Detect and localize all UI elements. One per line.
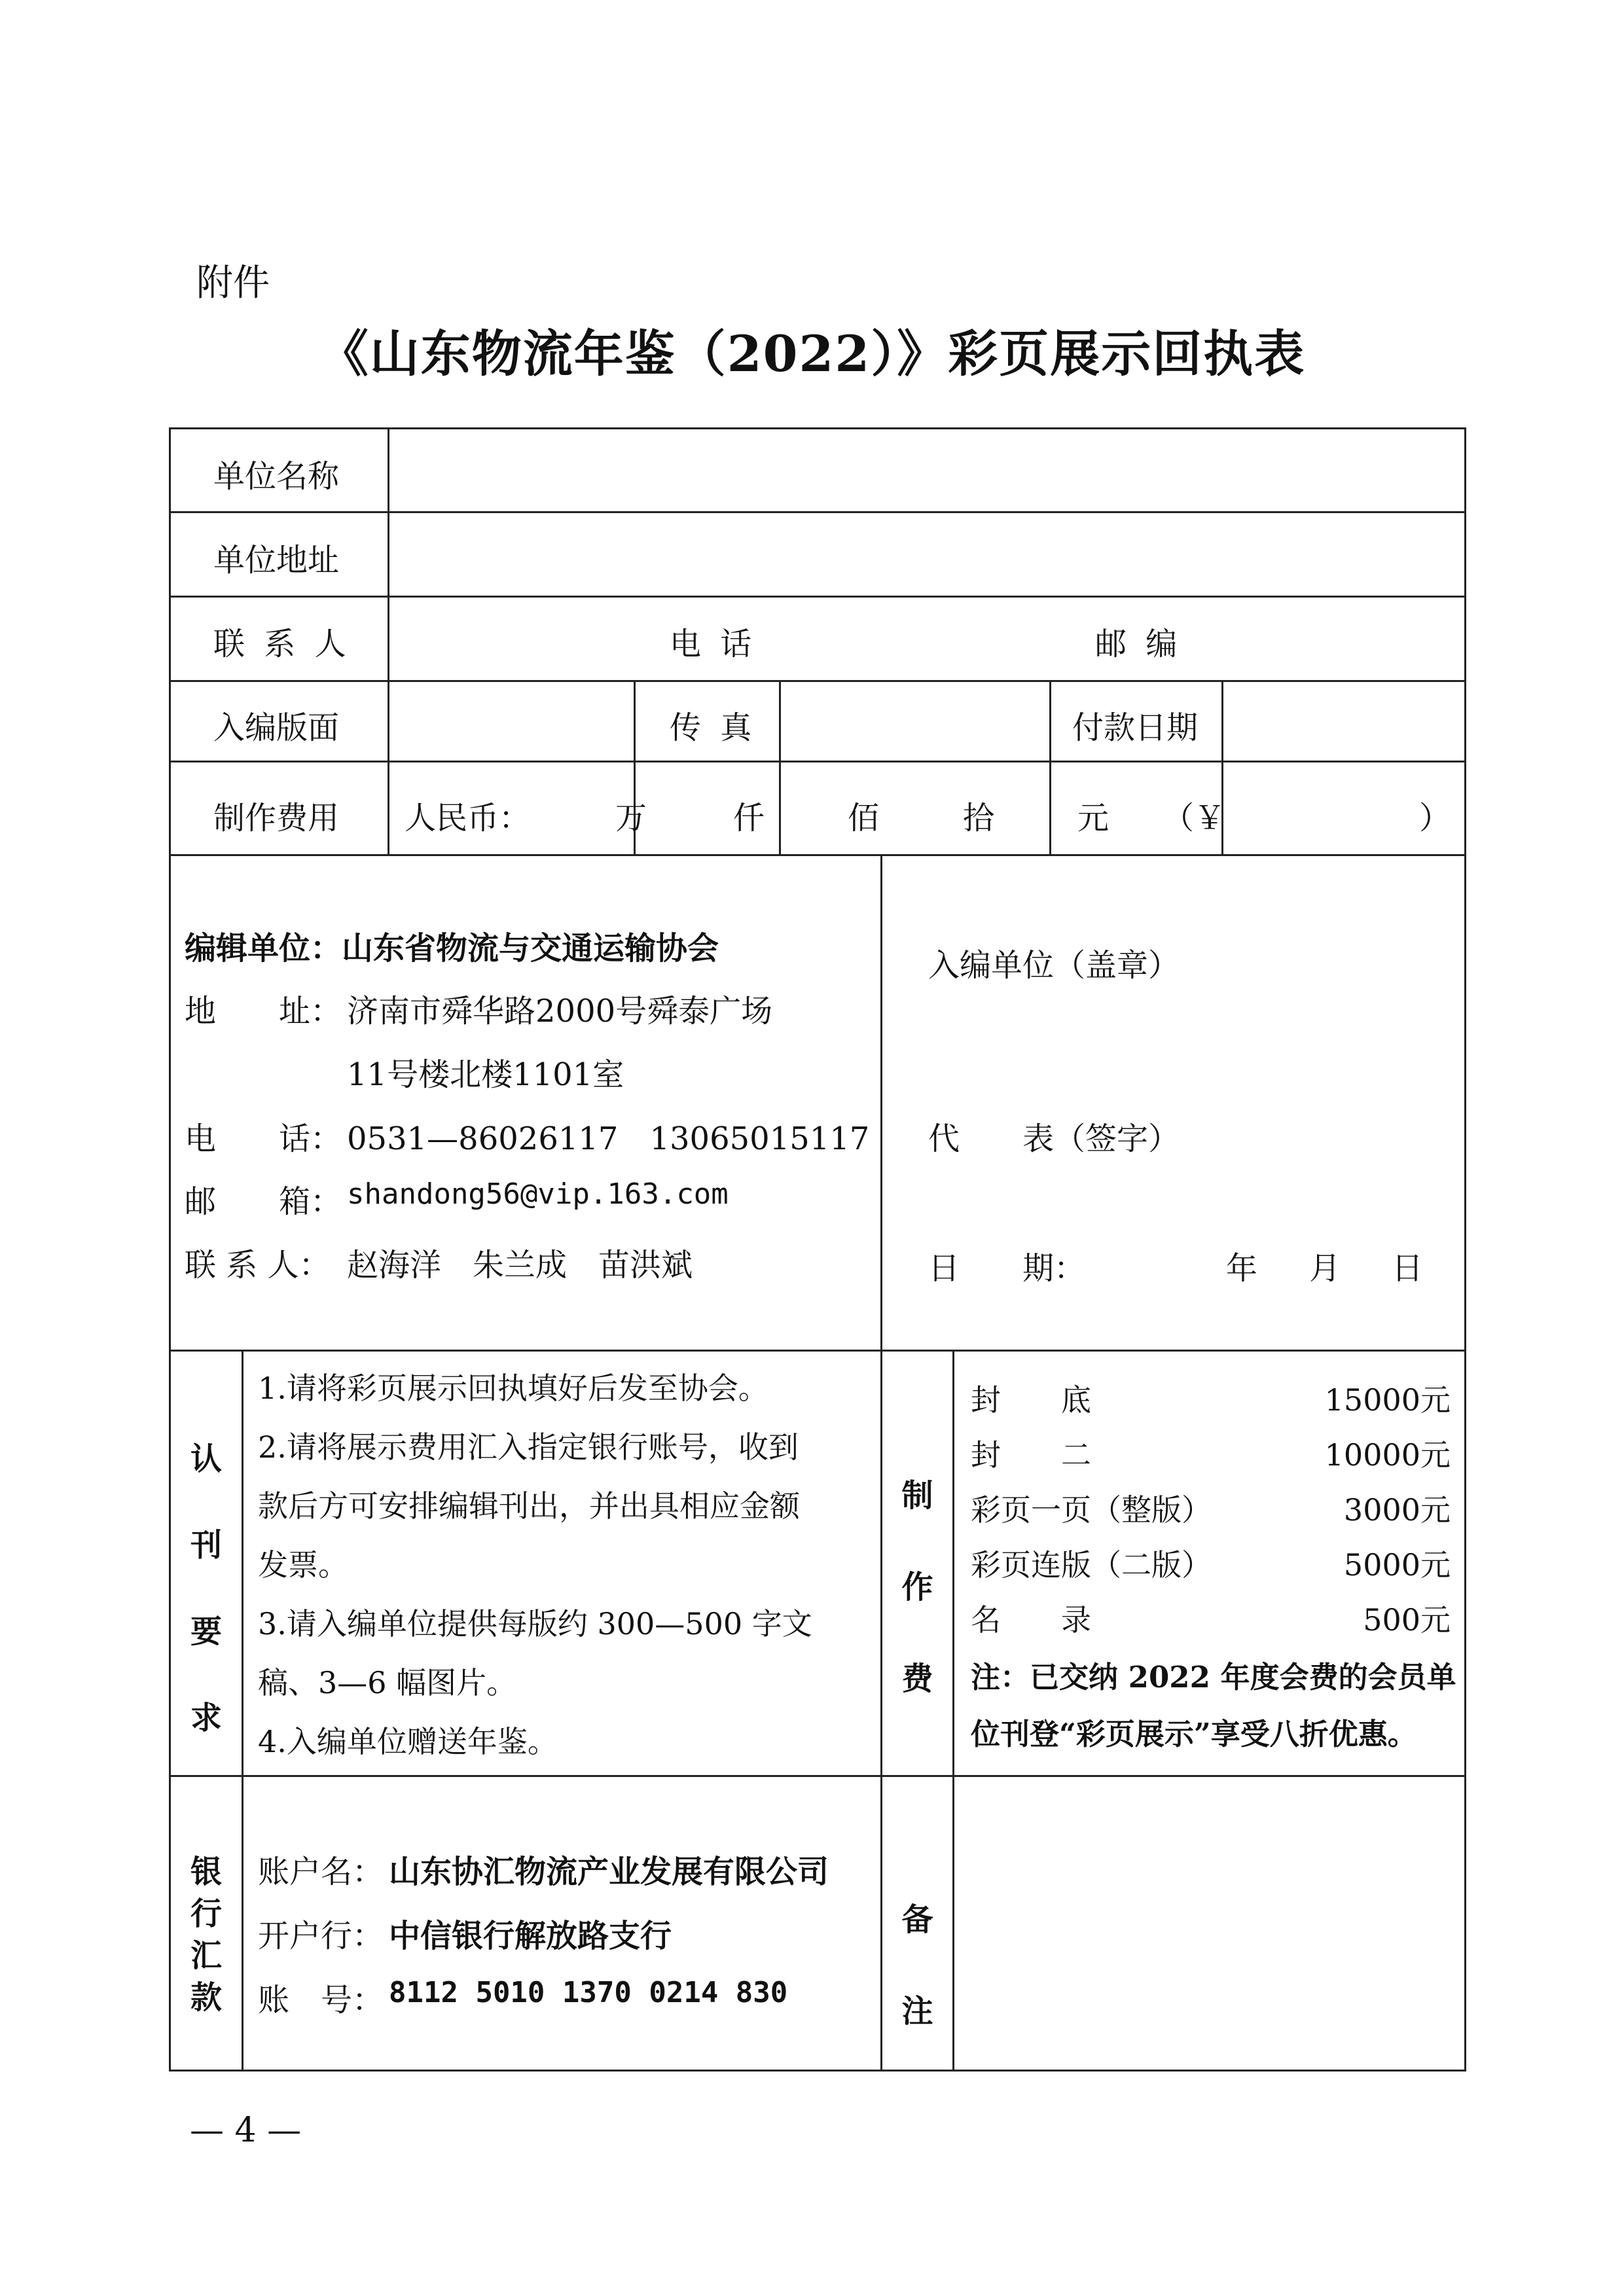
payment-date-field[interactable]	[1223, 682, 1464, 761]
yen-close-label: ）	[1419, 800, 1451, 836]
editor-contacts-value: 赵海洋 朱兰成 苗洪斌	[347, 1247, 693, 1283]
editor-email-label: 邮 箱：	[185, 1183, 342, 1220]
requirements-list	[258, 1359, 876, 1771]
yen-open-label: （￥	[1163, 800, 1226, 836]
contact-field[interactable]	[389, 598, 634, 680]
bank-label: 开户行：	[258, 1918, 384, 1954]
requirement-item: 4.入编单位赠送年鉴。	[258, 1724, 558, 1759]
year-label: 年	[1226, 1250, 1258, 1287]
production-fee-heading: 制 作 费	[901, 1477, 933, 1697]
rmb-label: 人民币：	[405, 800, 531, 836]
price-item-value: 3000元	[1343, 1492, 1451, 1528]
representative-label: 代 表（签字）	[928, 1121, 1180, 1157]
phone-field[interactable]	[781, 598, 1049, 680]
price-item-value: 5000元	[1343, 1547, 1451, 1583]
section-label: 入编版面	[213, 709, 340, 746]
editor-email-value: shandong56@vip.163.com	[347, 1177, 729, 1211]
price-item-name: 彩页连版（二版）	[971, 1547, 1212, 1583]
row-divider	[169, 1350, 1466, 1352]
editor-phone-label: 电 话：	[185, 1121, 342, 1157]
editor-address-line2: 11号楼北楼1101室	[347, 1056, 624, 1093]
col-divider	[242, 1350, 244, 2072]
contact-label: 联 系 人	[213, 626, 346, 662]
fax-field[interactable]	[781, 682, 1049, 761]
price-item-name: 封 底	[971, 1382, 1091, 1418]
stamp-label: 入编单位（盖章）	[928, 947, 1180, 984]
section-field[interactable]	[389, 682, 634, 761]
discount-note-line2: 位刊登“彩页展示”享受八折优惠。	[971, 1717, 1417, 1751]
phone-label: 电 话	[670, 626, 752, 662]
remarks-heading: 备 注	[901, 1901, 933, 2030]
fee-label: 制作费用	[213, 800, 340, 836]
price-item-name: 封 二	[971, 1437, 1091, 1473]
editor-address-line1: 济南市舜华路2000号舜泰广场	[347, 993, 773, 1030]
day-label: 日	[1392, 1250, 1424, 1287]
unit-address-label: 单位地址	[213, 542, 340, 579]
requirement-item: 款后方可安排编辑刊出，并出具相应金额	[258, 1488, 800, 1524]
payment-date-label: 付款日期	[1072, 709, 1199, 746]
requirements-heading: 认 刊 要 求	[190, 1441, 222, 1736]
row-divider	[169, 854, 1466, 856]
remarks-field[interactable]	[954, 1777, 1464, 2070]
bank-value: 中信银行解放路支行	[389, 1918, 672, 1954]
row-divider	[169, 761, 1466, 762]
page-title: 《山东物流年鉴（2022）》彩页展示回执表	[318, 325, 1306, 383]
unit-name-label: 单位名称	[213, 458, 340, 495]
account-no-value: 8112 5010 1370 0214 830	[389, 1976, 788, 2009]
table-border-left	[169, 427, 171, 2072]
requirement-item: 3.请入编单位提供每版约 300—500 字文	[258, 1606, 812, 1641]
price-item-value: 15000元	[1324, 1382, 1451, 1418]
qian-label: 仟	[733, 800, 765, 836]
requirement-item: 稿、3—6 幅图片。	[258, 1665, 517, 1700]
fax-label: 传 真	[670, 709, 752, 746]
requirement-item: 1.请将彩页展示回执填好后发至协会。	[258, 1371, 768, 1406]
discount-note-line1: 注：已交纳 2022 年度会费的会员单	[971, 1660, 1456, 1695]
postcode-field[interactable]	[1223, 598, 1464, 680]
postcode-label: 邮 编	[1095, 626, 1178, 662]
editor-phone-value: 0531—86026117 13065015117	[347, 1121, 870, 1157]
yuan-label: 元	[1077, 800, 1110, 836]
attachment-label: 附件	[196, 262, 270, 304]
wan-label: 万	[615, 800, 647, 836]
table-border-right	[1464, 427, 1466, 2072]
editor-unit: 编辑单位：山东省物流与交通运输协会	[185, 930, 719, 967]
bank-heading: 银 行 汇 款	[190, 1854, 222, 2016]
price-item-value: 500元	[1363, 1602, 1451, 1638]
editor-contacts-label: 联 系 人：	[185, 1247, 331, 1283]
price-item-name: 彩页一页（整版）	[971, 1492, 1212, 1528]
price-item-name: 名 录	[971, 1602, 1091, 1638]
requirement-item: 2.请将展示费用汇入指定银行账号，收到	[258, 1429, 799, 1465]
unit-address-field[interactable]	[389, 513, 1464, 596]
unit-name-field[interactable]	[389, 429, 1464, 511]
editor-address-label: 地 址：	[185, 993, 342, 1030]
date-label: 日 期：	[928, 1250, 1086, 1287]
requirement-item: 发票。	[258, 1547, 348, 1583]
table-border-bottom	[169, 2070, 1466, 2072]
account-no-label: 账 号：	[258, 1982, 384, 2018]
receipt-form-table	[169, 427, 1466, 2072]
bai-label: 佰	[848, 800, 880, 836]
col-divider	[1049, 680, 1051, 854]
shi-label: 拾	[963, 800, 995, 836]
account-name-value: 山东协汇物流产业发展有限公司	[389, 1854, 829, 1890]
price-item-value: 10000元	[1324, 1437, 1451, 1473]
month-label: 月	[1309, 1250, 1341, 1287]
page-number: — 4 —	[190, 2111, 302, 2150]
account-name-label: 账户名：	[258, 1854, 384, 1890]
